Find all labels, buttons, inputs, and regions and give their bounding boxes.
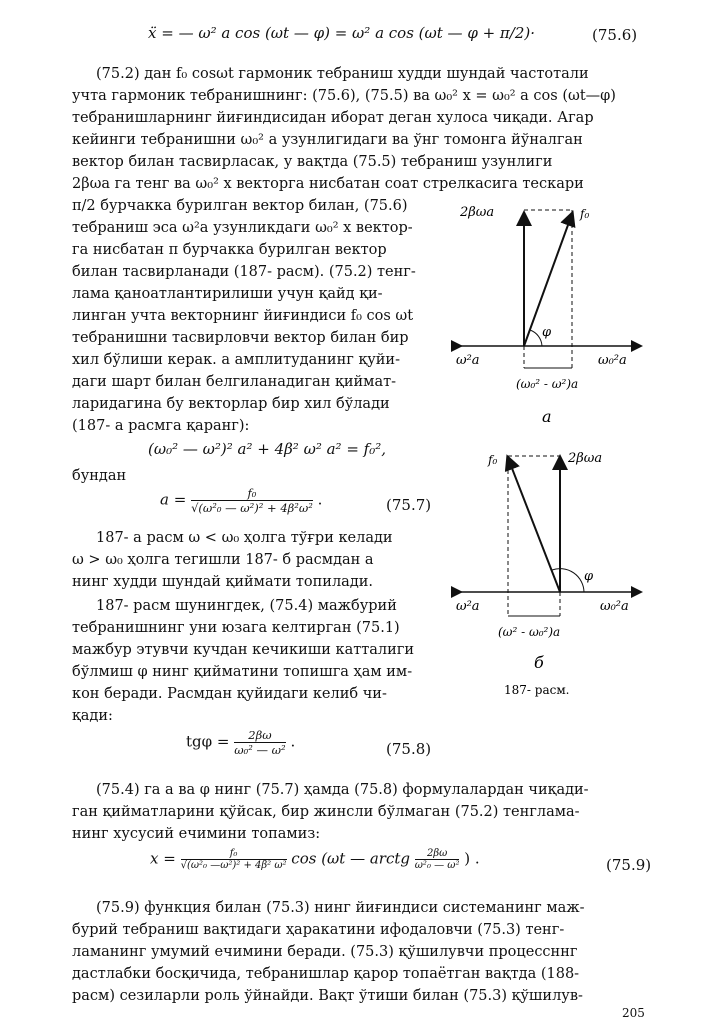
eq-tail: . — [317, 490, 323, 509]
equation-number-75-7: (75.7) — [386, 496, 432, 514]
numerator: f₀ — [181, 848, 287, 860]
label-figure-a: a — [542, 407, 552, 426]
equation-75-6: ẍ = — ω² a cos (ωt — φ) = ω² a cos (ωt — φ + π/2)· — [148, 24, 536, 42]
text-line: кейинги тебранишни ω₀² a узунлигидаги ва ўнг томонга йўналган — [72, 132, 583, 148]
numerator: f₀ — [191, 486, 313, 501]
text-line: бўлмиш φ нинг қийматини топишга ҳам им- — [72, 664, 413, 680]
eq-lhs: a = — [160, 490, 187, 509]
equation-amplitude: (ω₀² — ω²)² a² + 4β² ω² a² = f₀², — [148, 440, 387, 458]
equation-75-8 — [186, 728, 295, 757]
text-line: ω > ω₀ ҳолга тегишли 187- б расмдан a — [72, 552, 374, 568]
equation-75-7 — [160, 486, 322, 515]
text-line: даги шарт билан белгиланадиган қиймат- — [72, 374, 397, 390]
fraction — [234, 728, 285, 757]
label-f0: f₀ — [580, 207, 590, 221]
label-figure-b: б — [534, 653, 544, 672]
label-w2a: ω²a — [456, 599, 480, 614]
text-line: билан тасвирланади (187- расм). (75.2) тенг- — [72, 264, 416, 280]
text-line: учта гармоник тебранишнинг: (75.6), (75.5) ва ω₀² x = ω₀² a cos (ωt—φ) — [72, 88, 616, 104]
figure-caption: 187- расм. — [504, 683, 570, 697]
text-line: линган учта векторнинг йиғиндиси f₀ cos ωt — [72, 308, 414, 324]
text-line: 187- расм шунингдек, (75.4) мажбурий — [96, 598, 397, 614]
text-line: хил бўлиши керак. a амплитуданинг қуйи- — [72, 352, 400, 368]
text-line: га нисбатан π бурчакка бурилган вектор — [72, 242, 387, 258]
angle-arc — [530, 330, 542, 346]
text-line: кон беради. Расмдан қуйидаги келиб чи- — [72, 686, 387, 702]
equation-75-9 — [150, 848, 480, 871]
label-dimension: (ω₀² - ω²)a — [516, 377, 579, 391]
label-phi: φ — [542, 325, 552, 340]
label-phi: φ — [584, 569, 594, 584]
label-2bwa: 2βωa — [568, 451, 603, 466]
figure-187-b — [450, 446, 650, 702]
fraction — [181, 848, 287, 871]
figure-187-a — [450, 196, 650, 436]
text-line: тебранишни тасвирловчи вектор билан бир — [72, 330, 409, 346]
text-line: ламанинг умумий ечимини беради. (75.3) қўшилувчи процессннг — [72, 944, 578, 960]
text-line: тебранишларнинг йиғиндисидан иборат деган хулоса чиқади. Агар — [72, 110, 594, 126]
text-line: қади: — [72, 708, 113, 724]
text-line: дастлабки босқичида, тебранишлар қарор топаётган вақтда (188- — [72, 966, 580, 982]
text-line: π/2 бурчакка бурилган вектор билан, (75.6) — [72, 198, 408, 214]
equation-number-75-6: (75.6) — [592, 26, 638, 44]
denominator: ω²₀ — ω² — [414, 860, 460, 871]
text-line: тебранишнинг уни юзага келтирган (75.1) — [72, 620, 400, 636]
text-line: (75.9) функция билан (75.3) нинг йиғиндиси системанинг маж- — [96, 900, 585, 916]
text-line: 2βωa га тенг ва ω₀² x векторга нисбатан соат стрелкасига тескари — [72, 176, 584, 192]
text-line: мажбур этувчи кучдан кечикиши катталиги — [72, 642, 415, 658]
text-line: (75.2) дан f₀ cosωt гармоник тебраниш худди шундай частотали — [96, 66, 589, 82]
label-w02a: ω₀²a — [598, 353, 627, 368]
text-line: ган қийматларини қўйсак, бир жинсли бўлмаган (75.2) тенглама- — [72, 804, 580, 820]
equation-number-75-8: (75.8) — [386, 740, 432, 758]
eq-tail: ) . — [464, 849, 480, 868]
numerator: 2βω — [415, 848, 460, 860]
text-line: ларидагина бу векторлар бир хил бўлади — [72, 396, 390, 412]
denominator: √(ω²₀ — ω²)² + 4β²ω² — [191, 501, 313, 515]
eq-tail: . — [290, 732, 296, 751]
text-line: бурий тебраниш вақтидаги ҳаракатини ифодаловчи (75.3) тенг- — [72, 922, 565, 938]
label-w2a: ω²a — [456, 353, 480, 368]
label-dimension: (ω² - ω₀²)a — [498, 625, 561, 639]
label-2bwa: 2βωa — [460, 205, 495, 220]
text-line: тебраниш эса ω²a узунликдаги ω₀² x вектор- — [72, 220, 413, 236]
text-line: нинг худди шундай қиймати топилади. — [72, 574, 374, 590]
page-number: 205 — [622, 1006, 645, 1020]
equation-number-75-9: (75.9) — [606, 856, 652, 874]
fraction — [191, 486, 313, 515]
text-line: бундан — [72, 468, 127, 484]
text-line: вектор билан тасвирласак, у вақтда (75.5) тебраниш узунлиги — [72, 154, 553, 170]
text-line: лама қаноатлантирилиши учун қайд қи- — [72, 286, 383, 302]
eq-lhs: x = — [150, 849, 176, 868]
fraction — [415, 848, 460, 871]
angle-arc — [552, 569, 584, 592]
eq-mid: cos (ωt — arctg — [291, 849, 410, 868]
text-line: (75.4) га a ва φ нинг (75.7) ҳамда (75.8) формулалардан чиқади- — [96, 782, 589, 798]
text-line: 187- a расм ω < ω₀ ҳолга тўғри келади — [96, 530, 393, 546]
eq-lhs: tgφ = — [186, 732, 230, 751]
text-line: расм) сезиларли роль ўйнайди. Вақт ўтиши билан (75.3) қўшилув- — [72, 988, 583, 1004]
text-line: (187- a расмга қаранг): — [72, 418, 250, 434]
denominator: √(ω²₀ —ω²)² + 4β² ω² — [180, 860, 287, 871]
numerator: 2βω — [234, 728, 285, 743]
label-w02a: ω₀²a — [600, 599, 629, 614]
label-f0: f₀ — [488, 453, 498, 467]
denominator: ω₀² — ω² — [234, 743, 286, 757]
vector-f0 — [508, 458, 560, 592]
text-line: нинг хусусий ечимини топамиз: — [72, 826, 321, 842]
